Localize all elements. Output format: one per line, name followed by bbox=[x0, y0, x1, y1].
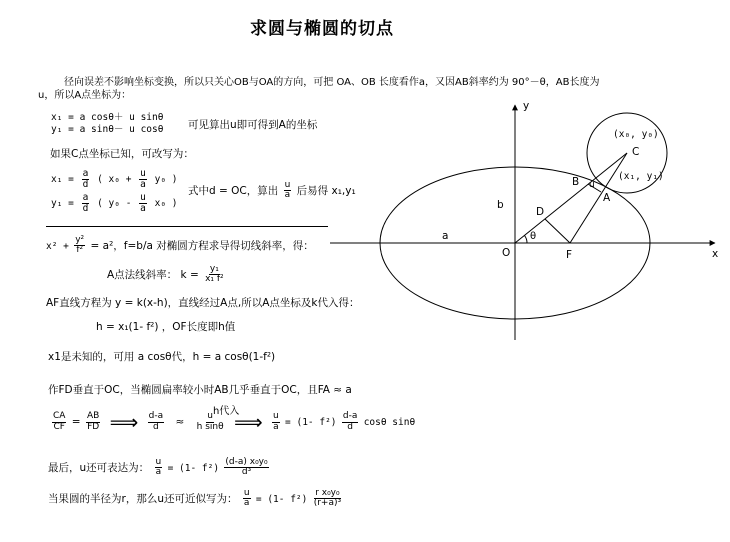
line-FD bbox=[545, 219, 570, 243]
ratio-f5: $\frac{u}{a}$ bbox=[272, 411, 279, 432]
eq-x1-mid2: y₀ ) bbox=[154, 173, 178, 185]
eq-y1-mid1: ( y₀ - bbox=[97, 197, 132, 209]
label-O: O bbox=[502, 247, 511, 259]
ratio-f4: $\frac{u}{\text{h sinθ}}$ bbox=[196, 411, 224, 432]
perpendicular-text: 作FD垂直于OC，当椭圆扁率较小时AB几乎垂直于OC，且FA ≈ a bbox=[48, 384, 352, 396]
label-C-coords: (x₀, y₀) bbox=[613, 129, 659, 140]
ellipse-frac: $\frac{\text{y²}}{\text{f²}}$ bbox=[75, 235, 85, 256]
final-expression-2: 当果圆的半径为r，那么u还可近似写为： $\frac{u}{a}$ = (1- f²) $\frac{\text{r x₀y₀}}{\text{(r+a)³}}$ bbox=[48, 488, 342, 509]
intro-line-2: u，所以A点坐标为： bbox=[38, 90, 132, 101]
ratio-f1: $\frac{CA}{CF}$ bbox=[53, 411, 66, 432]
final2-f1: $\frac{u}{a}$ bbox=[243, 488, 250, 509]
label-u: u bbox=[589, 180, 595, 190]
eq-x1-lhs: x₁ = bbox=[51, 173, 74, 185]
eq-x1-frac: $\frac{a}{d}$ bbox=[82, 168, 89, 190]
c-known-text: 如果C点坐标已知，可改写为： bbox=[50, 148, 194, 160]
final-expression-1: 最后，u还可表达为： $\frac{u}{a}$ = (1- f²) $\frac{\text{(d-a) x₀y₀}}{\text{d³}}$ bbox=[48, 457, 268, 478]
label-theta: θ bbox=[530, 231, 537, 242]
label-F: F bbox=[566, 249, 573, 261]
page-title: 求圆与椭圆的切点 bbox=[250, 19, 394, 39]
eq-b-note: 式中d = OC，算出 $\frac{u}{a}$ 后易得 x₁,y₁ bbox=[188, 180, 356, 201]
final1-f1: $\frac{u}{a}$ bbox=[155, 457, 162, 478]
label-A: A bbox=[603, 192, 611, 204]
ratio-equation: $\frac{CA}{CF}$ = $\frac{AB}{FD}$ ⟹ $\frac{d-a}{d}$ ≈ $\frac{u}{\text{h sinθ}}$ ⟹ $\frac{u}{a}$ = (1- f²) $\frac{d-a}{d}$ cosθ sinθ bbox=[53, 410, 416, 434]
eq-x1-ufrac: $\frac{u}{a}$ bbox=[140, 168, 146, 190]
ratio-f3: $\frac{d-a}{d}$ bbox=[148, 411, 164, 432]
label-B: B bbox=[572, 176, 580, 188]
ratio-f2: $\frac{AB}{FD}$ bbox=[86, 411, 100, 432]
af-line-text: AF直线方程为 y = k(x-h)，直线经过A点,所以A点坐标及k代入得： bbox=[46, 297, 360, 309]
label-b: b bbox=[497, 199, 504, 211]
eq-y1-ufrac: $\frac{u}{a}$ bbox=[140, 192, 146, 214]
eq-x1-mid1: ( x₀ + bbox=[97, 173, 132, 185]
normal-slope-frac: $\frac{\text{y₁}}{\text{x₁ f²}}$ bbox=[205, 264, 224, 285]
h-equation: h = x₁(1- f²) ，OF长度即h值 bbox=[96, 321, 236, 333]
intro-line-1: 径向误差不影响坐标变换，所以只关心OB与OA的方向，可把 OA、OB 长度看作a，又因AB斜率约为 90°－θ，AB长度为 bbox=[64, 77, 600, 88]
final2-f2: $\frac{\text{r x₀y₀}}{\text{(r+a)³}}$ bbox=[313, 488, 342, 509]
label-a: a bbox=[442, 230, 449, 242]
label-x: x bbox=[712, 248, 719, 260]
h-substitute-label: h代入 bbox=[213, 406, 240, 417]
label-y: y bbox=[523, 100, 530, 112]
ratio-f6: $\frac{d-a}{d}$ bbox=[342, 411, 358, 432]
x1-unknown-text: x1是未知的，可用 a cosθ代，h = a cosθ(1-f²) bbox=[48, 351, 276, 363]
eq-y1-lhs: y₁ = bbox=[51, 197, 74, 209]
implies-arrow-icon: ⟹ bbox=[109, 410, 139, 434]
eq-x1-theta: x₁ = a cosθ＋ u sinθ bbox=[51, 112, 164, 123]
final1-f2: $\frac{\text{(d-a) x₀y₀}}{\text{d³}}$ bbox=[225, 457, 268, 478]
ellipse-equation: x² + $\frac{\text{y²}}{\text{f²}}$ = a²，f=b/a 对椭圆方程求导得切线斜率，得： bbox=[46, 235, 314, 256]
line-OC bbox=[515, 153, 627, 243]
label-A-coords: (x₁, y₁) bbox=[618, 171, 664, 182]
theta-arc bbox=[525, 236, 528, 244]
eq-a-note: 可见算出u即可得到A的坐标 bbox=[188, 119, 318, 131]
eq-y1-frac: $\frac{a}{d}$ bbox=[82, 192, 89, 214]
implies-arrow-icon-2: ⟹ bbox=[233, 410, 263, 434]
eq-y1-theta: y₁ = a sinθ－ u cosθ bbox=[51, 124, 164, 135]
eq-b-note-frac: $\frac{u}{a}$ bbox=[284, 180, 291, 201]
label-D: D bbox=[536, 206, 545, 218]
normal-slope: A点法线斜率： k = $\frac{\text{y₁}}{\text{x₁ f²}}$ bbox=[107, 264, 224, 285]
label-C: C bbox=[632, 146, 640, 158]
line-FC bbox=[570, 153, 627, 243]
eq-y1-mid2: x₀ ) bbox=[154, 197, 178, 209]
